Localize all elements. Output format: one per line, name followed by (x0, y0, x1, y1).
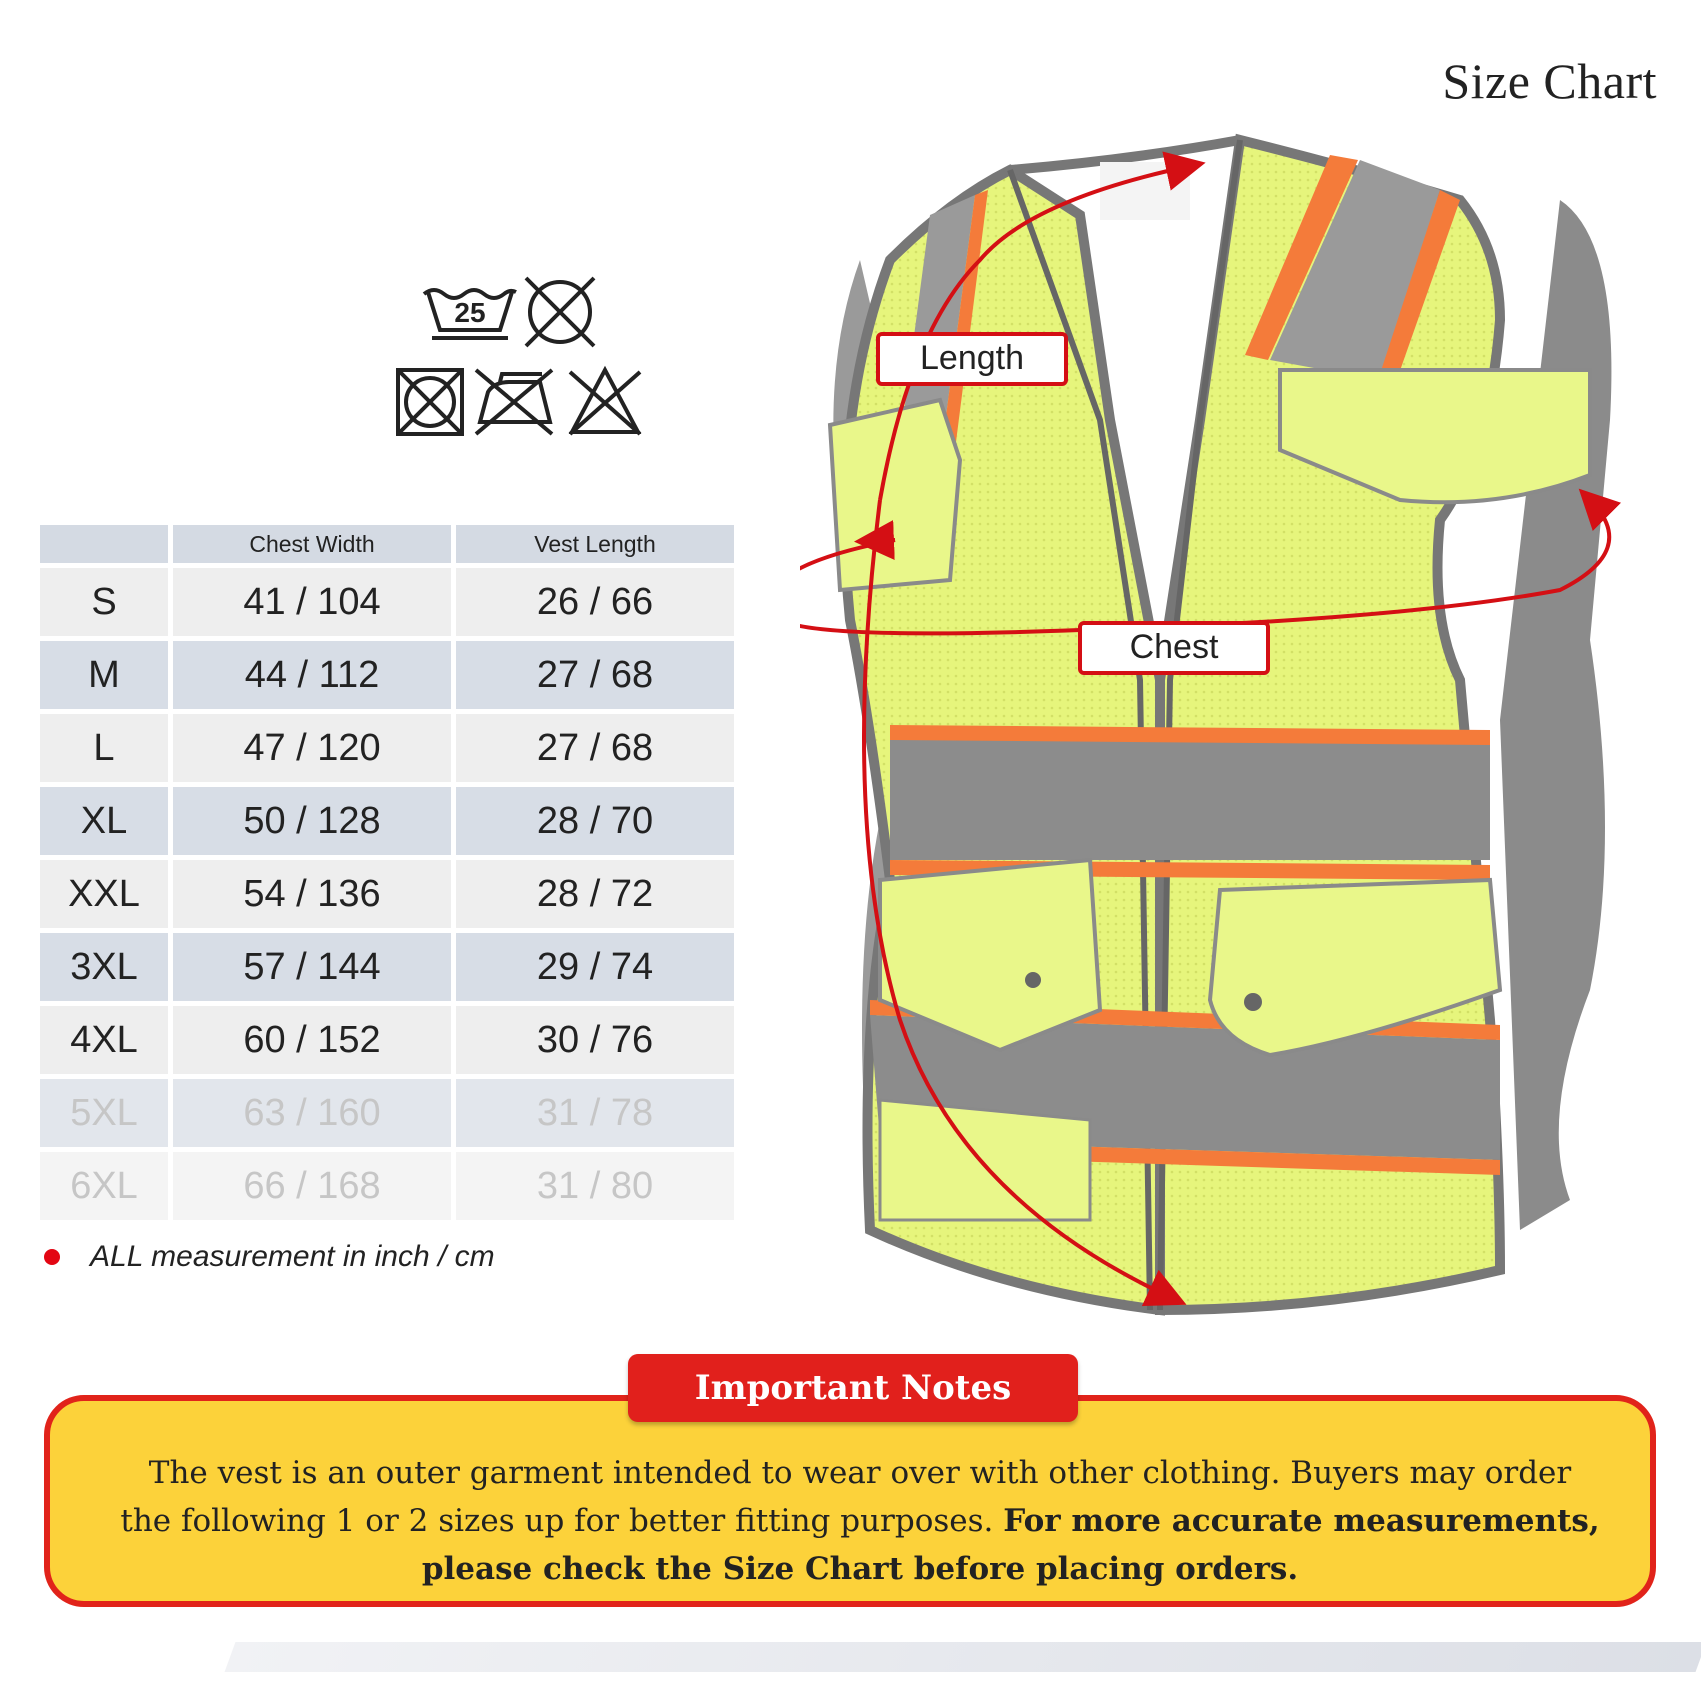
table-row (40, 860, 734, 928)
chest-cell: 44 / 112 (173, 641, 451, 709)
length-cell: 29 / 74 (456, 933, 734, 1001)
important-notes-body (120, 1449, 1600, 1593)
table-row (40, 933, 734, 1001)
length-cell: 26 / 66 (456, 568, 734, 636)
chest-cell: 60 / 152 (173, 1006, 451, 1074)
no-bleach-icon (570, 370, 640, 434)
chest-cell: 54 / 136 (173, 860, 451, 928)
size-table (35, 520, 739, 1225)
vest-illustration (800, 120, 1650, 1340)
size-cell: M (40, 641, 168, 709)
size-cell: L (40, 714, 168, 782)
vest-side-panel-right (1500, 200, 1611, 1230)
chest-callout: Chest (1078, 621, 1270, 675)
bottom-decor-bar (225, 1642, 1701, 1672)
table-row (40, 787, 734, 855)
table-row (40, 714, 734, 782)
table-row (40, 641, 734, 709)
size-cell: 6XL (40, 1152, 168, 1220)
size-cell: 5XL (40, 1079, 168, 1147)
lower-flap-left (880, 1100, 1090, 1220)
page-title: Size Chart (1442, 53, 1657, 109)
wash-25-icon (424, 290, 516, 338)
length-cell: 28 / 70 (456, 787, 734, 855)
important-notes-heading: Important Notes (628, 1354, 1078, 1422)
size-cell: 4XL (40, 1006, 168, 1074)
size-cell: S (40, 568, 168, 636)
wash-temp-label: 25 (454, 297, 486, 328)
chest-cell: 63 / 160 (173, 1079, 451, 1147)
size-cell: 3XL (40, 933, 168, 1001)
length-cell: 27 / 68 (456, 641, 734, 709)
important-notes-text: The vest is an outer garment intended to wear over with other clothing. Buyers may order the following 1 or 2 sizes up for better fitting purposes. (120, 1455, 1572, 1539)
chest-arrow-left-head (870, 540, 895, 541)
chest-cell: 57 / 144 (173, 933, 451, 1001)
no-tumble-dry-icon (526, 278, 594, 346)
length-cell: 28 / 72 (456, 860, 734, 928)
header-vest-length: Vest Length (456, 525, 734, 563)
measurement-note-text: ALL measurement in inch / cm (90, 1240, 495, 1273)
length-cell: 30 / 76 (456, 1006, 734, 1074)
table-row (40, 568, 734, 636)
important-notes-bold-text: For more accurate measurements, please check the Size Chart before placing orders. (421, 1503, 1600, 1587)
waist-reflective-band (890, 740, 1490, 860)
chest-cell: 41 / 104 (173, 568, 451, 636)
length-cell: 31 / 80 (456, 1152, 734, 1220)
no-dry-clean-icon (398, 370, 462, 434)
measurement-note (44, 1240, 495, 1274)
table-row (40, 1006, 734, 1074)
pocket-button-icon (1025, 972, 1041, 988)
table-header (40, 525, 734, 563)
length-cell: 27 / 68 (456, 714, 734, 782)
bullet-dot-icon (44, 1249, 60, 1265)
no-iron-icon (476, 370, 552, 434)
chest-cell: 47 / 120 (173, 714, 451, 782)
length-cell: 31 / 78 (456, 1079, 734, 1147)
chest-cell: 50 / 128 (173, 787, 451, 855)
chest-cell: 66 / 168 (173, 1152, 451, 1220)
size-cell: XXL (40, 860, 168, 928)
length-callout: Length (876, 332, 1068, 386)
table-row (40, 1152, 734, 1220)
size-cell: XL (40, 787, 168, 855)
header-size (40, 525, 168, 563)
care-icons (390, 272, 660, 452)
table-row (40, 1079, 734, 1147)
pocket-button-icon (1244, 993, 1262, 1011)
header-chest-width: Chest Width (173, 525, 451, 563)
important-notes-box (44, 1395, 1656, 1607)
